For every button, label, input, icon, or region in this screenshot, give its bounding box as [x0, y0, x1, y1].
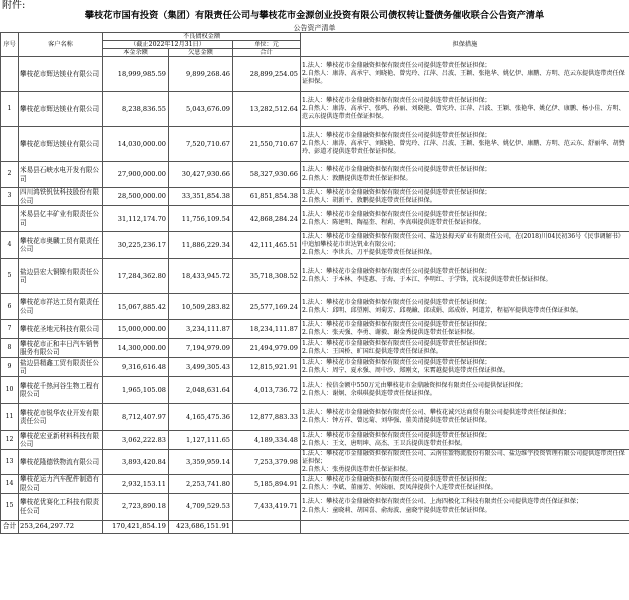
row-index: 3 [1, 188, 19, 206]
row-index: 4 [1, 232, 19, 259]
interest-owed: 9,899,268.46 [169, 57, 233, 92]
table-row [1, 294, 629, 320]
row-total: 42,111,465.51 [233, 232, 301, 259]
row-index: 9 [1, 358, 19, 377]
guarantee-line: 1.法人：攀枝花市金鼎融资担保有限责任公司提供连带责任保证担保； [302, 166, 491, 174]
guarantee-measures [301, 377, 629, 404]
table-row [1, 493, 629, 520]
principal-balance: 17,284,362.80 [103, 259, 169, 294]
principal-balance: 30,225,236.17 [103, 232, 169, 259]
table-row [1, 377, 629, 404]
row-total: 28,899,254.05 [233, 57, 301, 92]
customer-name: 米易县亿丰矿业有限责任公司 [19, 206, 103, 232]
guarantee-measures [301, 339, 629, 358]
guarantee-line: 1.法人：攀枝花市金鼎融资担保有限责任公司、上海四极化工科技有限责任公司提供连带责任保证担保； [302, 498, 583, 506]
row-index: 1 [1, 92, 19, 127]
row-total: 7,433,419.71 [233, 493, 301, 520]
principal-balance: 8,238,836.55 [103, 92, 169, 127]
table-row [1, 188, 629, 206]
table-row [1, 206, 629, 232]
header-total: 合计 [233, 49, 301, 57]
row-index: 8 [1, 339, 19, 358]
customer-name: 攀枝花宏亚新材料科技有限公司 [19, 431, 103, 450]
guarantee-measures [301, 493, 629, 520]
guarantee-line: 2.自然人：胡新平、敦鹏提供连带责任保证担保。 [302, 196, 436, 204]
guarantee-line: 1.法人：攀枝花市金鼎融资担保有限责任公司、攀枝花诚兴达商贸有限公司提供连带责任保证担保； [302, 409, 570, 417]
interest-owed: 7,194,979.09 [169, 339, 233, 358]
row-index [1, 127, 19, 162]
header-cutoff-date: （截止2022年12月31日） [103, 41, 233, 49]
guarantee-measures [301, 188, 629, 206]
total-principal: 253,264,297.72 [19, 520, 103, 533]
guarantee-line: 2.自然人：童晓莉、胡国喜、俞海波、童晓宇提供连带责任保证担保。 [302, 506, 491, 514]
interest-owed: 3,499,305.43 [169, 358, 233, 377]
interest-owed: 1,127,111.65 [169, 431, 233, 450]
guarantee-line: 2.自然人：康涛、高承宁、张鸣、孙丽、刘晓艳、曾宪玲、江萍、吕波、王颖、张艳华、姚亿伊、康鹏、杨小佳、方明、范云东提供连带责任保证担保。 [302, 104, 625, 121]
table-row [1, 162, 629, 188]
row-total: 21,494,979.09 [233, 339, 301, 358]
guarantee-measures [301, 206, 629, 232]
principal-balance: 15,067,885.42 [103, 294, 169, 320]
total-guarantee [301, 520, 629, 533]
row-total: 61,851,854.38 [233, 188, 301, 206]
interest-owed: 4,709,529.53 [169, 493, 233, 520]
total-row [1, 520, 629, 533]
interest-owed: 11,756,109.54 [169, 206, 233, 232]
row-total: 18,234,111.87 [233, 320, 301, 339]
row-index [1, 57, 19, 92]
interest-owed: 5,043,676.09 [169, 92, 233, 127]
principal-balance: 28,500,000.00 [103, 188, 169, 206]
table-row [1, 127, 629, 162]
guarantee-measures [301, 320, 629, 339]
principal-balance: 8,712,407.97 [103, 404, 169, 431]
guarantee-measures [301, 57, 629, 92]
guarantee-line: 1.法人：攀枝花市金鼎融资担保有限责任公司提供连带责任保证担保； [302, 131, 491, 139]
guarantee-measures [301, 450, 629, 475]
guarantee-line: 1.法人：攀枝花市金鼎融资担保有限责任公司提供连带责任保证担保； [302, 340, 491, 348]
row-total: 25,577,169.24 [233, 294, 301, 320]
attachment-label: 附件: [2, 0, 26, 11]
grand-total: 423,686,151.91 [169, 520, 233, 533]
guarantee-measures [301, 259, 629, 294]
customer-name: 攀枝花圣地元科技有限公司 [19, 320, 103, 339]
principal-balance: 3,062,222.83 [103, 431, 169, 450]
total-label: 合计 [1, 520, 19, 533]
interest-owed: 2,253,741.80 [169, 475, 233, 493]
row-index: 12 [1, 431, 19, 450]
row-index: 2 [1, 162, 19, 188]
customer-name: 攀枝花市辉达镁业有限公司 [19, 92, 103, 127]
total-empty-cell [233, 520, 301, 533]
row-index: 14 [1, 475, 19, 493]
table-row [1, 259, 629, 294]
table-row [1, 475, 629, 493]
asset-table-body [1, 57, 629, 534]
customer-name: 攀枝花市辉达镁业有限公司 [19, 57, 103, 92]
table-row [1, 404, 629, 431]
principal-balance: 9,316,616.48 [103, 358, 169, 377]
table-row [1, 339, 629, 358]
guarantee-line: 1.法人：攀枝花市金鼎融资担保有限责任公司提供连带责任保证担保； [302, 298, 491, 306]
interest-owed: 30,427,930.66 [169, 162, 233, 188]
guarantee-measures [301, 475, 629, 493]
customer-name: 攀枝花市辉达镁业有限公司 [19, 127, 103, 162]
total-interest: 170,421,854.19 [103, 520, 169, 533]
customer-name: 米易县石峡水电开发有限公司 [19, 162, 103, 188]
row-index: 7 [1, 320, 19, 339]
table-row [1, 358, 629, 377]
row-total: 58,327,930.66 [233, 162, 301, 188]
interest-owed: 4,165,475.36 [169, 404, 233, 431]
guarantee-line: 1.法人：攀枝花市金鼎融资担保有限责任公司提供连带责任保证担保； [302, 210, 491, 218]
principal-balance: 14,300,000.00 [103, 339, 169, 358]
interest-owed: 2,048,631.64 [169, 377, 233, 404]
guarantee-line: 2.自然人：于本林、李连惠、于海、于本江、李明红、于学锋，沈东提供连带责任保证担保。 [302, 276, 552, 284]
customer-name: 盐边县宏大铜镍有限责任公司 [19, 259, 103, 294]
customer-name: 攀枝花隆德铁物流有限公司 [19, 450, 103, 475]
row-total: 7,253,379.98 [233, 450, 301, 475]
guarantee-measures [301, 358, 629, 377]
guarantee-line: 2.自然人：李世兵、刀平提供连带责任保证担保。 [302, 249, 436, 257]
table-row [1, 92, 629, 127]
guarantee-line: 1.法人：攀枝花市金鼎融资担保有限责任公司提供连带责任保证担保； [302, 96, 491, 104]
guarantee-line: 2.自然人：谢炯、余琪琪提供连带责任保证担保。 [302, 390, 436, 398]
table-row [1, 320, 629, 339]
principal-balance: 14,030,000.00 [103, 127, 169, 162]
guarantee-line: 2.自然人：周宁、夏永强、周中沙、郑刚文，宋霄越提供连带责任保证担保。 [302, 367, 509, 375]
header-guarantee: 担保措施 [301, 33, 629, 57]
guarantee-line: 2.自然人：陈建明、陶福奎、程莉、李真琪提供连带责任保证担保。 [302, 218, 485, 226]
customer-name: 攀枝花市锐华农业开发有限责任公司 [19, 404, 103, 431]
customer-name: 盐边县精鑫工贸有限责任公司 [19, 358, 103, 377]
interest-owed: 11,886,229.34 [169, 232, 233, 259]
guarantee-measures [301, 162, 629, 188]
guarantee-line: 1.法人：攀枝花市金鼎融资担保有限责任公司、云南佳盈物流股份有限公司、盐边维宇投资管理有限公司提供连带责任保证担保； [302, 450, 625, 466]
header-principal: 本金余额 [103, 49, 169, 57]
interest-owed: 33,351,854.38 [169, 188, 233, 206]
row-total: 21,550,710.67 [233, 127, 301, 162]
row-total: 4,013,736.72 [233, 377, 301, 404]
row-total: 13,282,512.64 [233, 92, 301, 127]
guarantee-measures [301, 127, 629, 162]
interest-owed: 10,509,283.82 [169, 294, 233, 320]
interest-owed: 7,520,710.67 [169, 127, 233, 162]
customer-name: 攀枝花优赛化工科技有限责任公司 [19, 493, 103, 520]
principal-balance: 1,965,105.08 [103, 377, 169, 404]
row-index: 13 [1, 450, 19, 475]
table-subtitle: 公告资产清单 [293, 24, 336, 32]
guarantee-measures [301, 404, 629, 431]
row-index [1, 206, 19, 232]
guarantee-line: 2.自然人：康涛、高承宁、刘晓艳、曾宪玲、江萍、吕波、王颖、张艳华、姚亿伊、康鹏、方明、范云东、舒丽华、胡赞玲、彭道才提供连带责任保证担保。 [302, 139, 625, 156]
guarantee-line: 2.自然人：李斌、董丽芳、何妹丽、贾凤萍提供个人连带责任保证担保。 [302, 483, 497, 491]
principal-balance: 15,000,000.00 [103, 320, 169, 339]
table-row [1, 450, 629, 475]
guarantee-line: 2.自然人：钟方祥、曾远菊、刘华强、董美清提供连带责任保证担保。 [302, 417, 491, 425]
row-total: 42,868,284.24 [233, 206, 301, 232]
customer-name: 攀枝花千热河谷生物工程有限公司 [19, 377, 103, 404]
header-no: 序号 [1, 33, 19, 57]
principal-balance: 31,112,174.70 [103, 206, 169, 232]
guarantee-measures [301, 232, 629, 259]
principal-balance: 18,999,985.59 [103, 57, 169, 92]
header-debt-amount: 不良债权金额 [103, 33, 301, 41]
interest-owed: 3,359,959.14 [169, 450, 233, 475]
table-row [1, 232, 629, 259]
guarantee-line: 1.法人：攀枝花市金鼎融资担保有限责任公司、盐边县拇天矿业有限责任公司，在(2018)川04民初36号《民事调解书》中追加攀枝花市世达钒业有限公司； [302, 233, 624, 249]
principal-balance: 2,932,153.11 [103, 475, 169, 493]
document-title: 攀枝花市国有投资（集团）有限责任公司与攀枝花市金源创业投资有限公司债权转让暨债务催收联合公告资产清单 [84, 10, 545, 21]
header-interest: 欠息金额 [169, 49, 233, 57]
interest-owed: 3,234,111.87 [169, 320, 233, 339]
guarantee-line: 1.法人：按信金额中550万元由攀枝花市金鼎融资担保有限责任公司提供保证担保； [302, 382, 527, 390]
row-index: 10 [1, 377, 19, 404]
guarantee-measures [301, 294, 629, 320]
interest-owed: 18,433,945.72 [169, 259, 233, 294]
guarantee-line: 1.法人：攀枝花市金鼎融资担保有限责任公司提供连带责任保证担保； [302, 61, 491, 69]
guarantee-line: 1.法人：攀枝花市金鼎融资担保有限责任公司提供连带责任保证担保； [302, 268, 491, 276]
guarantee-measures [301, 92, 629, 127]
guarantee-line: 1.法人：攀枝花市金鼎融资担保有限责任公司提供连带责任保证担保； [302, 188, 491, 196]
guarantee-line: 2.自然人：邱明、邱望刚、刘菊芳、邱观鹼、邱成娟、邱成娇、阿道芳，程福军提供连带责任保证担保。 [302, 306, 583, 314]
customer-name: 攀枝花市祥达工贸有限责任公司 [19, 294, 103, 320]
row-total: 12,815,921.91 [233, 358, 301, 377]
guarantee-line: 2.自然人：王文、唐明坤、高杰、王卫兵提供连带责任担保。 [302, 440, 467, 448]
guarantee-line: 2.自然人：王国桥、旷国红提供连带责任保证担保。 [302, 348, 442, 356]
row-index: 11 [1, 404, 19, 431]
guarantee-line: 2.自然人：张勇提供连带责任保证担保。 [302, 466, 412, 474]
principal-balance: 3,893,420.84 [103, 450, 169, 475]
guarantee-line: 2.自然人：张天强、李勇、谢毅、谢金秀提供连带责任保证担保。 [302, 329, 479, 337]
row-index: 15 [1, 493, 19, 520]
customer-name: 攀枝花运力汽车配件制造有限公司 [19, 475, 103, 493]
row-index: 6 [1, 294, 19, 320]
asset-list-table [0, 32, 629, 534]
guarantee-line: 1.法人：攀枝花市金鼎融资担保有限责任公司提供连带责任保证担保； [302, 359, 491, 367]
header-customer: 客户名称 [19, 33, 103, 57]
guarantee-line: 1.法人：攀枝花市金鼎融资担保有限责任公司提供连带责任保证担保； [302, 432, 491, 440]
guarantee-line: 2.自然人：康涛、高承宁、刘晓艳、曾宪玲、江萍、吕波、王颖、张艳华、姚亿伊、康鹏、方明、范云东提供连带责任保证担保。 [302, 69, 625, 86]
row-total: 35,718,308.52 [233, 259, 301, 294]
guarantee-line: 2.自然人：敦鹏提供连带责任保证担保。 [302, 174, 412, 182]
row-index: 5 [1, 259, 19, 294]
row-total: 12,877,883.33 [233, 404, 301, 431]
table-row [1, 431, 629, 450]
row-total: 4,189,334.48 [233, 431, 301, 450]
guarantee-measures [301, 431, 629, 450]
table-row [1, 57, 629, 92]
header-unit: 单位：元 [233, 41, 301, 49]
customer-name: 攀枝花市正和丰日汽车销售服务有限公司 [19, 339, 103, 358]
principal-balance: 27,900,000.00 [103, 162, 169, 188]
customer-name: 攀枝花市奥麟工贸有限责任公司 [19, 232, 103, 259]
row-total: 5,185,894.91 [233, 475, 301, 493]
guarantee-line: 1.法人：攀枝花市金鼎融资担保有限责任公司提供连带责任保证担保； [302, 321, 491, 329]
guarantee-line: 1.法人：攀枝花市金鼎融资担保有限责任公司提供连带责任保证担保； [302, 475, 491, 483]
principal-balance: 2,723,890.18 [103, 493, 169, 520]
customer-name: 四川鸿铁钒钛科技股份有限公司 [19, 188, 103, 206]
